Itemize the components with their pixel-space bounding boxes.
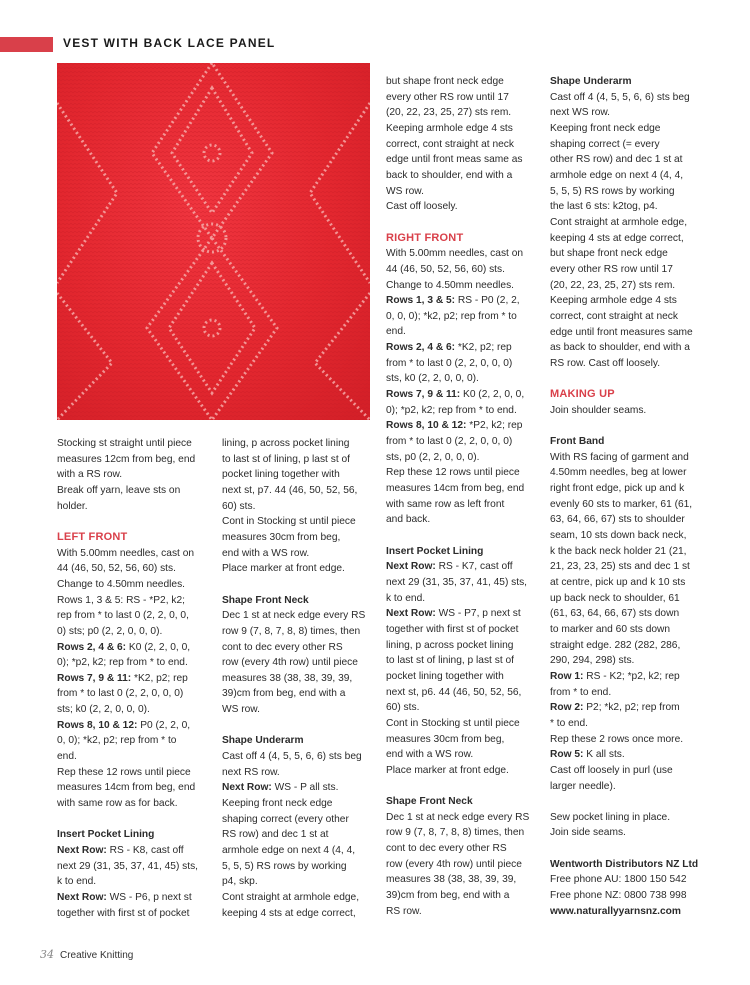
row-text: RS - K7, cast off next 29 (31, 35, 37, 41, 45) sts, k to end. bbox=[386, 561, 528, 604]
row-label: Next Row: bbox=[57, 845, 107, 857]
row-label: Next Row: bbox=[57, 892, 107, 903]
text-block bbox=[386, 387, 546, 418]
row-label: Rows 1, 3 & 5: bbox=[386, 295, 456, 307]
magazine-name: Creative Knitting bbox=[60, 950, 134, 961]
text-block bbox=[222, 780, 382, 796]
distributor-website: www.naturallyyarnsnz.com bbox=[550, 905, 681, 917]
row-text: *P2, k2; rep from * to last 0 (2, 2, 0, 0, 0) sts, p0 (2, 2, 0, 0, 0). bbox=[386, 420, 523, 463]
text-block: With 5.00mm needles, cast on 44 (46, 50, 52, 56, 60) sts. Change to 4.50mm needles. Rows 1, 3 & 5: RS - *P2, k2; rep from * to last 0 (2, 2, 0, 0, 0) sts; p0 (2, 2, 0, 0, 0). bbox=[57, 547, 195, 637]
subheading-insert-pocket-lining: Insert Pocket Lining bbox=[57, 829, 155, 841]
row-text: WS - P all sts. bbox=[271, 782, 339, 794]
distributor-name: Wentworth Distributors NZ Ltd bbox=[550, 858, 699, 870]
row-text: RS - K8, cast off next 29 (31, 35, 37, 41, 45) sts, k to end. bbox=[57, 845, 199, 888]
column-2 bbox=[222, 436, 382, 921]
row-label: Row 2: bbox=[550, 702, 584, 714]
lace-pattern-image bbox=[57, 63, 370, 420]
text-block: Dec 1 st at neck edge every RS row 9 (7, 8, 7, 8, 8) times, then cont to dec every other RS row (every 4th row) until piece measures 38 (38, 38, 39, 39, 39)cm from beg, end with a RS row. bbox=[386, 811, 530, 917]
subheading-shape-front-neck: Shape Front Neck bbox=[222, 594, 309, 606]
text-block: Place marker at front edge. bbox=[222, 563, 345, 575]
row-label: Next Row: bbox=[386, 561, 436, 573]
text-block: With RS facing of garment and 4.50mm needles, beg at lower right front edge, pick up and k evenly 60 sts to marker, 61 (61, 63, 64, 66, 67) sts to shoulder seam, 10 sts down back neck, k the back neck holder 21 (21, 21, 23, 23, 25) sts and dec 1 st at centre, pick up and k 10 sts up back neck to shoulder, 61 (61, 63, 64, 66, 67) sts down to marker and 60 sts down straight edge. 282 (282, 286, 290, 294, 298) sts. bbox=[550, 451, 693, 667]
subheading-shape-front-neck: Shape Front Neck bbox=[386, 796, 473, 808]
text-block bbox=[550, 700, 720, 731]
row-label: Rows 7, 9 & 11: bbox=[57, 672, 132, 684]
row-label: Rows 8, 10 & 12: bbox=[57, 719, 138, 731]
page-title: VEST WITH BACK LACE PANEL bbox=[63, 36, 276, 50]
row-label: Next Row: bbox=[222, 782, 272, 794]
subheading-front-band: Front Band bbox=[550, 436, 605, 448]
row-text: P2; *k2, p2; rep from * to end. bbox=[550, 702, 680, 729]
text-block bbox=[386, 340, 546, 387]
row-text: K0 (2, 2, 0, 0, 0); *p2, k2; rep from * to end. bbox=[57, 641, 191, 669]
row-label: Next Row: bbox=[386, 608, 436, 620]
text-block: Cast off loosely in purl (use larger needle). bbox=[550, 764, 673, 792]
section-heading-right-front: RIGHT FRONT bbox=[386, 231, 464, 244]
column-4 bbox=[550, 74, 720, 919]
subheading-shape-underarm: Shape Underarm bbox=[222, 735, 304, 747]
text-block: Cast off 4 (4, 5, 5, 6, 6) sts beg next WS row. Keeping front neck edge shaping correct (= every other RS row) and dec 1 st at armhole edge on next 4 (4, 4, 5, 5, 5) RS rows by working the last 6 sts: k2tog, p4. Cont straight at armhole edge, keeping 4 sts at edge correct, but shape front neck edge every other RS row until 17 (20, 22, 23, 25, 27) sts rem. Keeping armhole edge 4 sts correct, cont straight at neck edge until front measures same as back to shoulder, end with a RS row. Cast off loosely. bbox=[550, 91, 693, 369]
text-block: Dec 1 st at neck edge every RS row 9 (7, 8, 7, 8, 8) times, then cont to dec every other RS row (every 4th row) until piece measures 38 (38, 38, 39, 39, 39)cm from beg, end with a WS row. bbox=[222, 610, 366, 716]
text-block: Rep these 12 rows until piece measures 14cm from beg, end with same row as left front and back. bbox=[386, 467, 525, 526]
text-block: With 5.00mm needles, cast on 44 (46, 50, 52, 56, 60) sts. Change to 4.50mm needles. bbox=[386, 248, 524, 291]
header-accent-bar bbox=[0, 37, 53, 52]
text-block: Break off yarn, leave sts on holder. bbox=[57, 484, 181, 512]
text-block: Cast off 4 (4, 5, 5, 6, 6) sts beg next RS row. bbox=[222, 751, 362, 778]
lace-panel-photo bbox=[57, 63, 370, 420]
text-block: Rep these 2 rows once more. bbox=[550, 733, 684, 745]
text-block bbox=[57, 640, 215, 671]
row-text: *K2, p2; rep from * to last 0 (2, 2, 0, 0, 0) sts; k0 (2, 2, 0, 0, 0). bbox=[57, 672, 188, 716]
text-block: Join shoulder seams. bbox=[550, 404, 647, 416]
text-block bbox=[57, 671, 215, 718]
row-label: Row 5: bbox=[550, 749, 584, 761]
section-heading-left-front: LEFT FRONT bbox=[57, 530, 128, 543]
text-block: Cont straight at armhole edge, keeping 4 sts at edge correct, bbox=[222, 892, 360, 919]
text-block: Cont in Stocking st until piece measures 30cm from beg, end with a WS row. bbox=[222, 516, 356, 559]
text-block bbox=[386, 606, 546, 716]
page-number: 34 bbox=[40, 948, 54, 961]
row-text: P0 (2, 2, 0, 0, 0); *k2, p2; rep from * to end. bbox=[57, 719, 191, 763]
text-block bbox=[386, 559, 546, 606]
row-label: Rows 2, 4 & 6: bbox=[386, 342, 456, 354]
text-block bbox=[550, 669, 720, 700]
column-3 bbox=[386, 74, 546, 919]
row-text: WS - P7, p next st together with first st of pocket lining, p across pocket lining to last st of lining, p last st of pocket lining together with next st, p6. 44 (46, 50, 52, 56, 60) sts. bbox=[386, 608, 522, 714]
text-block: but shape front neck edge every other RS row until 17 (20, 22, 23, 25, 27) sts rem. Keeping armhole edge 4 sts correct, cont straight at neck edge until front meas same as back to shoulder, end with a WS row. Cast off loosely. bbox=[386, 76, 523, 213]
text-block: Sew pocket lining in place. Join side seams. bbox=[550, 811, 671, 839]
text-block bbox=[57, 890, 215, 921]
row-text: K all sts. bbox=[583, 749, 625, 761]
row-label: Row 1: bbox=[550, 670, 584, 682]
text-block: Stocking st straight until piece measures 12cm from beg, end with a RS row. bbox=[57, 438, 196, 481]
text-block bbox=[57, 718, 215, 765]
row-label: Rows 2, 4 & 6: bbox=[57, 641, 127, 653]
row-text: RS - K2; *p2, k2; rep from * to end. bbox=[550, 670, 680, 698]
column-1 bbox=[57, 436, 215, 921]
text-block: Cont in Stocking st until piece measures 30cm from beg, end with a WS row. Place marker at front edge. bbox=[386, 717, 520, 776]
row-text: K0 (2, 2, 0, 0, 0); *p2, k2; rep from * to end. bbox=[386, 389, 525, 416]
distributor-phones: Free phone AU: 1800 150 542 Free phone NZ: 0800 738 998 bbox=[550, 874, 687, 902]
text-block: Rep these 12 rows until piece measures 14cm from beg, end with same row as for back. bbox=[57, 766, 196, 810]
subheading-insert-pocket-lining: Insert Pocket Lining bbox=[386, 545, 484, 557]
row-text: RS - P0 (2, 2, 0, 0, 0); *k2, p2; rep from * to end. bbox=[386, 295, 520, 338]
section-heading-making-up: MAKING UP bbox=[550, 388, 615, 401]
row-label: Rows 7, 9 & 11: bbox=[386, 389, 461, 401]
text-block bbox=[386, 418, 546, 465]
text-block bbox=[57, 843, 215, 890]
page-footer bbox=[40, 948, 133, 961]
text-block: lining, p across pocket lining to last st of lining, p last st of pocket lining together with next st, p7. 44 (46, 50, 52, 56, 60) sts. bbox=[222, 438, 358, 512]
row-text: *K2, p2; rep from * to last 0 (2, 2, 0, 0, 0) sts, k0 (2, 2, 0, 0, 0). bbox=[386, 342, 513, 385]
text-block bbox=[550, 747, 720, 763]
subheading-shape-underarm: Shape Underarm bbox=[550, 76, 632, 87]
row-label: Rows 8, 10 & 12: bbox=[386, 420, 467, 432]
text-block bbox=[386, 293, 546, 340]
row-text: WS - P6, p next st together with first st of pocket bbox=[57, 892, 192, 919]
text-block: Keeping front neck edge shaping correct (every other RS row) and dec 1 st at armhole edge on next 4 (4, 4, 5, 5, 5) RS rows by working p4, skp. bbox=[222, 798, 356, 888]
